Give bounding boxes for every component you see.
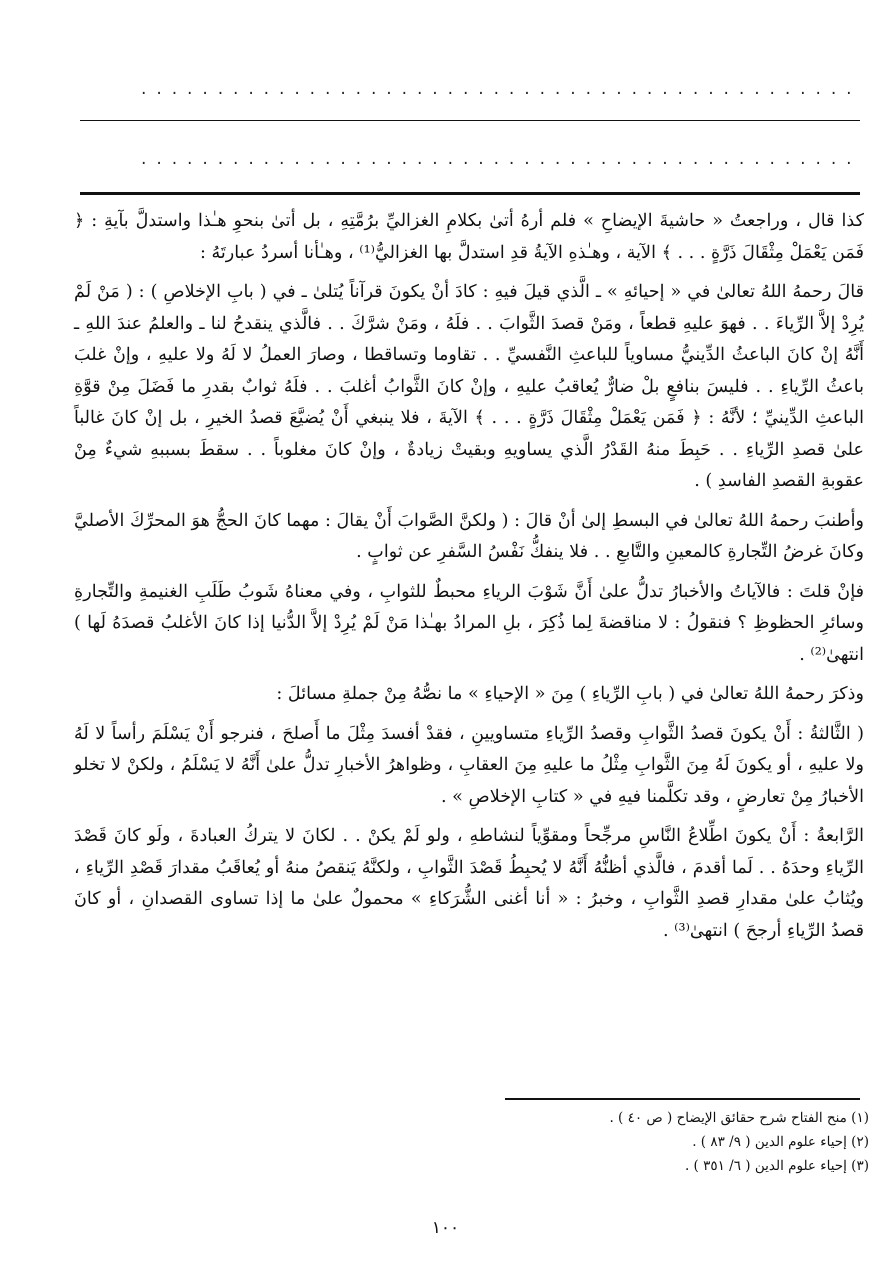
page-number: ١٠٠ [431, 1218, 460, 1238]
main-text [74, 206, 864, 955]
footnote-separator [505, 1098, 860, 1100]
paragraph-2: قالَ رحمهُ اللهُ تعالىٰ في « إحيائهِ » ـ الَّذي قيلَ فيهِ : كادَ أنْ يكونَ قرآناً يُتلىٰ ـ في ( بابِ الإخلاصِ ) : ( مَنْ لَمْ يُرِدْ إلاَّ الرِّياءَ . . فهوَ عليهِ قطعاً ، ومَنْ قصدَ الثَّوابَ . . فلَهُ ، ومَنْ شرَّكَ . . فالَّذي ينقدحُ لنا ـ والعلمُ عندَ اللهِ ـ أَنَّهُ إنْ كانَ الباعثُ الدِّينيُّ مساوياً للباعثِ النَّفسيِّ . . تقاوما وتساقطا ، وصارَ العملُ لا لَهُ ولا عليهِ ، وإنْ غلبَ باعثُ الرِّياءِ . . فليسَ بنافعٍ بلْ ضارٌّ يُعاقبُ عليهِ ، وإنْ كانَ الثَّوابُ أغلبَ . . فلَهُ ثوابٌ بقدرِ ما فَضَلَ مِنْ قوَّةِ الباعثِ الدِّينيِّ ؛ لأنَّهُ : ﴿ فَمَن يَعْمَلْ مِثْقَالَ ذَرَّةٍ . . . ﴾ الآيةَ ، فلا ينبغي أَنْ يُضيَّعَ قصدُ الخيرِ ، بل إنْ كانَ غالباً علىٰ قصدِ الرِّياءِ . . حَبِطَ منهُ القَدْرُ الَّذي يساويهِ وبقيتْ زيادةٌ ، وإنْ كانَ مغلوباً . . سقطَ بسببهِ شيءٌ مِنْ عقوبةِ القصدِ الفاسدِ ) . [74, 282, 864, 491]
dotted-line-1: ............................................... [139, 82, 860, 98]
paragraph-7: الرَّابعةُ : أَنْ يكونَ اطِّلاعُ النَّاسِ مرجِّحاً ومقوِّياً لنشاطهِ ، ولو لَمْ يكنْ . . لكانَ لا يتركُ العبادةَ ، ولَو كانَ قَصْدَ الرِّياءِ وحدَهُ . . لَما أقدمَ ، فالَّذي أظنُّهُ أَنَّهُ لا يُحبِطُ قَصْدَ الثَّوابِ ، ولكنَّهُ يَنقصُ منهُ أو يُعاقَبُ مقدارَ قَصْدِ الرِّياءِ ، ويُثابُ علىٰ مقدارِ قصدِ الثَّوابِ ، وخبرُ : « أنا أغنى الشُّرَكاءِ » محمولٌ علىٰ ما إذا تساوى القصدانِ ، أو كانَ قصدُ الرِّياءِ أرجحَ ) انتهىٰ⁽³⁾ . [74, 826, 864, 941]
dotted-line-2: ............................................... [139, 152, 860, 168]
footnote-1: (١) منح الفتاح شرح حقائق الإيضاح ( ص ٤٠ ) . [609, 1110, 869, 1126]
footnotes [369, 1106, 869, 1178]
paragraph-3: وأطنبَ رحمهُ اللهُ تعالىٰ في البسطِ إلىٰ أنْ قالَ : ( ولكنَّ الصَّوابَ أَنْ يقالَ : مهما كانَ الحجُّ هوَ المحرِّكَ الأصليَّ وكانَ غرضُ التِّجارةِ كالمعينِ والتَّابعِ . . فلا ينفكُّ نَفْسُ السَّفرِ عن ثوابٍ . [74, 510, 864, 562]
paragraph-1: كذا قال ، وراجعتُ « حاشيةَ الإيضاحِ » فلم أرهُ أتىٰ بكلامِ الغزاليِّ برُمَّتِهِ ، بل أتىٰ بنحوِ هـٰذا واستدلَّ بآيةِ : ﴿ فَمَن يَعْمَلْ مِثْقَالَ ذَرَّةٍ . . . ﴾ الآية ، وهـٰذهِ الآيةُ قدِ استدلَّ بها الغزاليُّ⁽¹⁾ ، وهـٰأنا أسردُ عبارتَهُ : [74, 211, 864, 263]
footnote-3: (٣) إحياء علوم الدين ( ٦/ ٣٥١ ) . [684, 1158, 869, 1174]
paragraph-5: وذكرَ رحمهُ اللهُ تعالىٰ في ( بابِ الرِّياءِ ) مِنَ « الإحياءِ » ما نصُّهُ مِنْ جملةِ مسائلَ : [276, 684, 864, 704]
thin-rule [80, 120, 860, 121]
thick-rule [80, 192, 860, 195]
footnote-2: (٢) إحياء علوم الدين ( ٩/ ٨٣ ) . [692, 1134, 869, 1150]
paragraph-6: ( الثَّالثةُ : أَنْ يكونَ قصدُ الثَّوابِ وقصدُ الرِّياءِ متساويينِ ، فقدْ أفسدَ مِثْلَ ما أَصلحَ ، فنرجو أَنْ يَسْلَمَ رأساً لا لَهُ ولا عليهِ ، أو يكونَ لَهُ مِنَ الثَّوابِ مِثْلُ ما عليهِ مِنَ العقابِ ، وظواهرُ الأخبارِ تدلُّ علىٰ أَنَّهُ لا يَسْلَمُ ، ولكنْ لا تخلو الأخبارُ مِنْ تعارضٍ ، وقد تكلَّمنا فيهِ في « كتابِ الإخلاصِ » . [74, 723, 864, 807]
paragraph-4: فإنْ قلتَ : فالآياتُ والأخبارُ تدلُّ علىٰ أَنَّ شَوْبَ الرياءِ محبطٌ للثوابِ ، وفي معناهُ شَوبُ طَلَبِ الغنيمةِ والتِّجارةِ وسائرِ الحظوظِ ؟ فنقولُ : لا مناقضةَ لِما ذُكِرَ ، بلِ المرادُ بهـٰذا مَنْ لَمْ يُرِدْ إلاَّ الدُّنيا إذا كانَ الأغلبُ قصدَهُ لَها ) انتهىٰ⁽²⁾ . [74, 581, 864, 665]
